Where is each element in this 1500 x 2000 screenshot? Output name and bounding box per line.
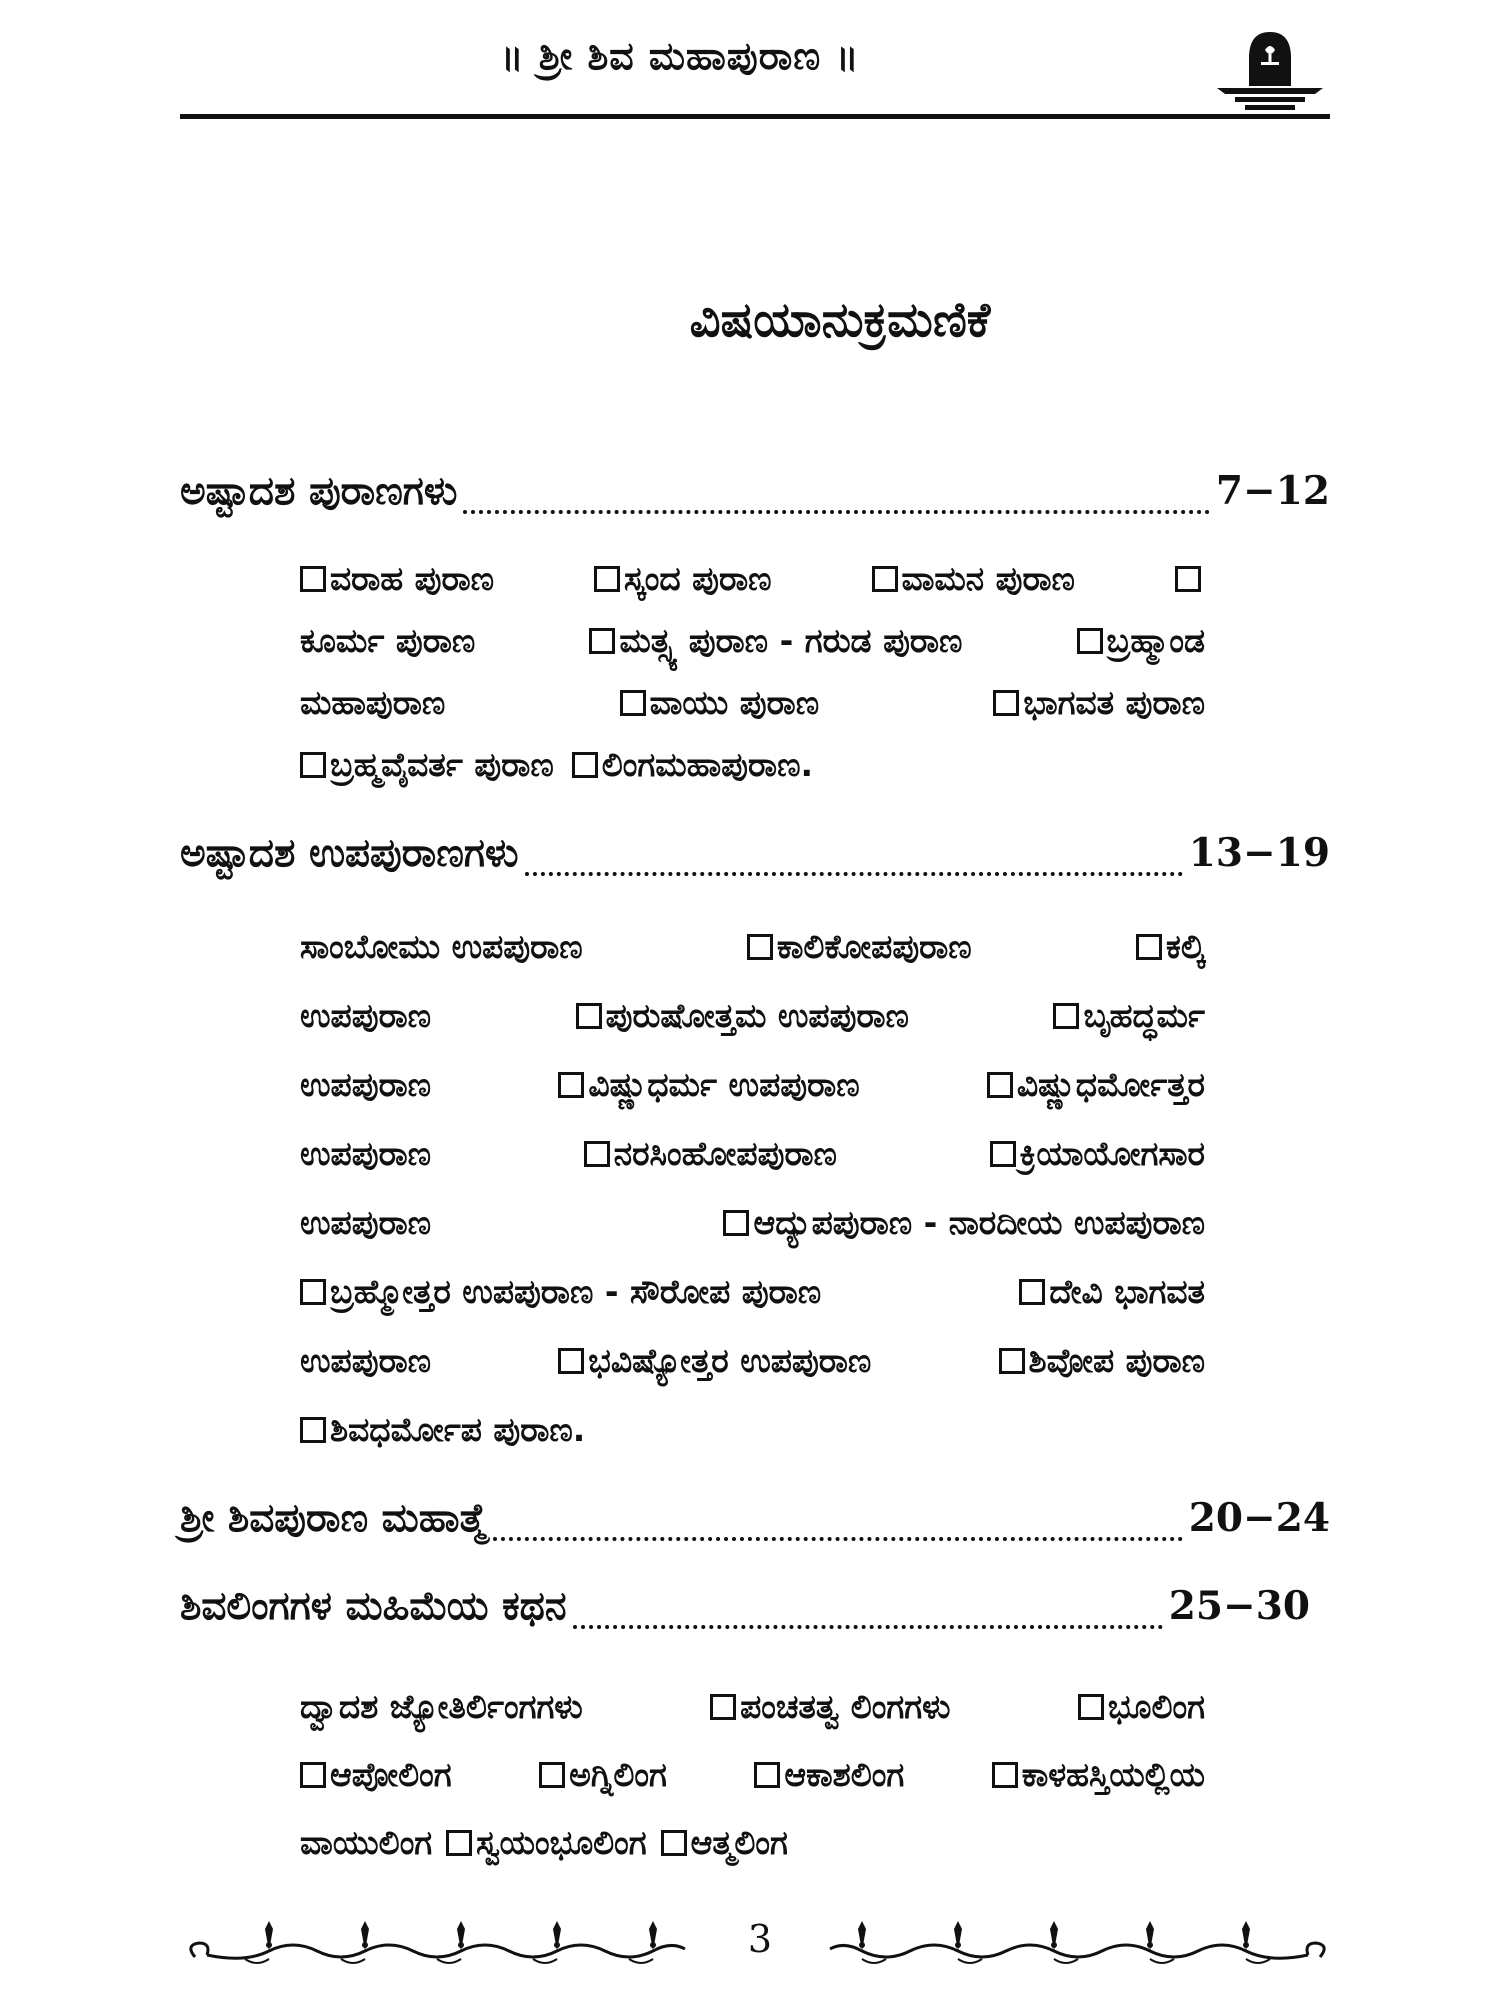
toc-entry-pages: 25−30 <box>1168 1583 1310 1629</box>
subtopic-item: ವಾಯು ಪುರಾಣ <box>620 672 820 734</box>
checkbox-bullet-icon <box>993 690 1019 716</box>
subtopic-line <box>300 1188 1205 1257</box>
subtopic-item: ಕಲ್ಕಿ <box>1136 912 1205 981</box>
subtopic-item: ಸ್ಕಂದ ಪುರಾಣ <box>594 548 771 610</box>
checkbox-bullet-icon <box>1136 934 1162 960</box>
checkbox-bullet-icon <box>992 1762 1018 1788</box>
running-header-title: ॥ ಶ್ರೀ ಶಿವ ಮಹಾಪುರಾಣ ॥ <box>500 34 860 78</box>
toc-entry-title: ಅಷ್ಟಾದಶ ಪುರಾಣಗಳು <box>180 469 458 514</box>
checkbox-bullet-icon <box>300 1762 326 1788</box>
subtopic-item: ನರಸಿಂಹೋಪಪುರಾಣ <box>584 1119 837 1188</box>
subtopic-item: ವಿಷ್ಣುಧರ್ಮ ಉಪಪುರಾಣ <box>558 1050 859 1119</box>
checkbox-bullet-icon <box>723 1210 749 1236</box>
checkbox-bullet-icon <box>558 1348 584 1374</box>
subtopic-item: ಮಹಾಪುರಾಣ <box>300 683 446 722</box>
subtopic-item: ಭೂಲಿಂಗ <box>1078 1673 1205 1741</box>
shivalinga-icon <box>1215 28 1325 120</box>
checkbox-bullet-icon <box>300 1279 326 1305</box>
checkbox-bullet-icon <box>446 1830 472 1856</box>
toc-entry[interactable] <box>180 830 1330 890</box>
toc-entry-title: ಶ್ರೀ ಶಿವಪುರಾಣ ಮಹಾತ್ಮೆ <box>180 1496 488 1541</box>
subtopic-item: ಉಪಪುರಾಣ <box>300 1341 432 1380</box>
checkbox-bullet-icon <box>1078 1694 1104 1720</box>
table-of-contents-title: ವಿಷಯಾನುಕ್ರಮಣಿಕೆ <box>689 292 991 348</box>
checkbox-bullet-icon <box>300 566 326 592</box>
subtopic-item: ಆಕಾಶಲಿಂಗ <box>754 1741 904 1809</box>
page-footer <box>185 1915 1330 1975</box>
subtopic-item: ಆಪೋಲಿಂಗ <box>300 1741 452 1809</box>
subtopic-item: ಆದ್ಯುಪಪುರಾಣ - ನಾರದೀಯ ಉಪಪುರಾಣ <box>723 1188 1205 1257</box>
subtopic-item: ಪಂಚತತ್ವ ಲಿಂಗಗಳು <box>710 1673 950 1741</box>
checkbox-bullet-icon <box>589 628 615 654</box>
subtopic-item: ಲಿಂಗಮಹಾಪುರಾಣ. <box>572 734 813 796</box>
subtopic-item: ಕಾಳಹಸ್ತಿಯಲ್ಲಿಯ <box>992 1741 1205 1809</box>
toc-entry-pages: 20−24 <box>1188 1495 1330 1541</box>
toc-entry[interactable] <box>180 1495 1330 1555</box>
subtopic-list <box>300 1673 1205 1877</box>
subtopic-line <box>300 981 1205 1050</box>
subtopic-line <box>300 672 1205 734</box>
checkbox-bullet-icon <box>710 1694 736 1720</box>
page-number: 3 <box>747 1917 773 1961</box>
checkbox-bullet-icon <box>584 1141 610 1167</box>
checkbox-bullet-icon <box>594 566 620 592</box>
subtopic-item: ಕೂರ್ಮ ಪುರಾಣ <box>300 621 476 660</box>
checkbox-bullet-icon <box>300 1417 326 1443</box>
checkbox-bullet-icon <box>539 1762 565 1788</box>
subtopic-item: ಕ್ರಿಯಾಯೋಗಸಾರ <box>990 1119 1205 1188</box>
subtopic-item: ಉಪಪುರಾಣ <box>300 1065 432 1104</box>
subtopic-item: ಭಾಗವತ ಪುರಾಣ <box>993 672 1205 734</box>
subtopic-line <box>300 548 1205 610</box>
checkbox-bullet-icon <box>620 690 646 716</box>
subtopic-line <box>300 1741 1205 1809</box>
checkbox-bullet-icon <box>1175 566 1201 592</box>
toc-entry[interactable] <box>180 468 1330 528</box>
checkbox-bullet-icon <box>1077 628 1103 654</box>
checkbox-bullet-icon <box>576 1003 602 1029</box>
subtopic-item: ಭವಿಷ್ಯೋತ್ತರ ಉಪಪುರಾಣ <box>558 1326 871 1395</box>
subtopic-item: ಶಿವೋಪ ಪುರಾಣ <box>999 1326 1206 1395</box>
checkbox-bullet-icon <box>300 752 326 778</box>
subtopic-line <box>300 912 1205 981</box>
toc-entry-pages: 13−19 <box>1188 830 1330 876</box>
dot-leader <box>525 872 1183 876</box>
checkbox-bullet-icon <box>990 1141 1016 1167</box>
checkbox-bullet-icon <box>558 1072 584 1098</box>
subtopic-list <box>300 548 1205 796</box>
dot-leader <box>463 510 1209 514</box>
subtopic-line <box>300 1395 1205 1464</box>
toc-entry-title: ಅಷ್ಟಾದಶ ಉಪಪುರಾಣಗಳು <box>180 831 519 876</box>
subtopic-item: ಅಗ್ನಿಲಿಂಗ <box>539 1741 667 1809</box>
floral-border-ornament-icon <box>820 1915 1330 1975</box>
subtopic-item: ವಿಷ್ಣುಧರ್ಮೋತ್ತರ <box>987 1050 1205 1119</box>
toc-entry-pages: 7−12 <box>1215 468 1330 514</box>
subtopic-line <box>300 1809 1205 1877</box>
subtopic-item: ಪುರುಷೋತ್ತಮ ಉಪಪುರಾಣ <box>576 981 909 1050</box>
toc-entry[interactable] <box>180 1583 1310 1643</box>
dot-leader <box>573 1625 1163 1629</box>
checkbox-bullet-icon <box>754 1762 780 1788</box>
subtopic-item: ದೇವಿ ಭಾಗವತ <box>1019 1257 1205 1326</box>
subtopic-line <box>300 1326 1205 1395</box>
checkbox-bullet-icon <box>572 752 598 778</box>
subtopic-item: ವಾಮನ ಪುರಾಣ <box>872 548 1075 610</box>
running-header <box>180 28 1330 123</box>
subtopic-item: ಬ್ರಹ್ಮಾಂಡ <box>1077 610 1205 672</box>
subtopic-item: ಸ್ವಯಂಭೂಲಿಂಗ <box>446 1809 646 1877</box>
subtopic-item <box>1175 548 1205 610</box>
checkbox-bullet-icon <box>661 1830 687 1856</box>
header-rule <box>180 114 1330 119</box>
subtopic-item: ಶಿವಧರ್ಮೋಪ ಪುರಾಣ. <box>300 1395 585 1464</box>
checkbox-bullet-icon <box>872 566 898 592</box>
checkbox-bullet-icon <box>747 934 773 960</box>
checkbox-bullet-icon <box>1019 1279 1045 1305</box>
subtopic-item: ಬೃಹದ್ಧರ್ಮ <box>1053 981 1205 1050</box>
subtopic-item: ಬ್ರಹ್ಮವೈವರ್ತ ಪುರಾಣ <box>300 734 554 796</box>
subtopic-line <box>300 1673 1205 1741</box>
subtopic-item: ಉಪಪುರಾಣ <box>300 1134 432 1173</box>
toc-entry-title: ಶಿವಲಿಂಗಗಳ ಮಹಿಮೆಯ ಕಥನ <box>180 1584 567 1629</box>
floral-border-ornament-icon <box>185 1915 695 1975</box>
subtopic-line <box>300 610 1205 672</box>
subtopic-item: ಮತ್ಸ್ಯ ಪುರಾಣ - ಗರುಡ ಪುರಾಣ <box>589 610 962 672</box>
checkbox-bullet-icon <box>999 1348 1025 1374</box>
subtopic-line <box>300 1050 1205 1119</box>
subtopic-line <box>300 734 1205 796</box>
subtopic-item: ಕಾಲಿಕೋಪಪುರಾಣ <box>747 912 972 981</box>
checkbox-bullet-icon <box>987 1072 1013 1098</box>
checkbox-bullet-icon <box>1053 1003 1079 1029</box>
subtopic-item: ವರಾಹ ಪುರಾಣ <box>300 548 494 610</box>
subtopic-item: ಉಪಪುರಾಣ <box>300 1203 432 1242</box>
dot-leader <box>493 1537 1183 1541</box>
subtopic-item: ಉಪಪುರಾಣ <box>300 996 432 1035</box>
subtopic-list <box>300 912 1205 1464</box>
subtopic-item: ವಾಯುಲಿಂಗ <box>300 1823 433 1862</box>
subtopic-line <box>300 1257 1205 1326</box>
subtopic-item: ಬ್ರಹ್ಮೋತ್ತರ ಉಪಪುರಾಣ - ಸೌರೋಪ ಪುರಾಣ <box>300 1257 821 1326</box>
subtopic-item: ದ್ವಾದಶ ಜ್ಯೋತಿರ್ಲಿಂಗಗಳು <box>300 1687 583 1726</box>
subtopic-line <box>300 1119 1205 1188</box>
subtopic-item: ಸಾಂಬೋಮು ಉಪಪುರಾಣ <box>300 927 583 966</box>
subtopic-item: ಆತ್ಮಲಿಂಗ <box>661 1809 788 1877</box>
